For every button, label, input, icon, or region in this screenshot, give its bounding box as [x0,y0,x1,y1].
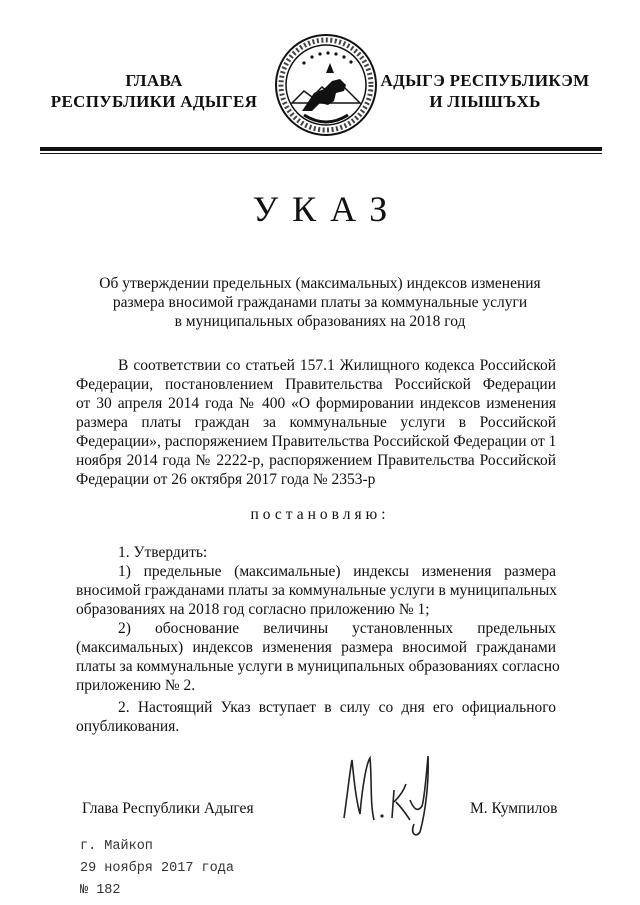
item-line: (максимальных) индексов изменения размера вносимой гражданами [76,639,556,656]
document-number: № 182 [80,883,121,898]
subject-line: в муниципальных образованиях на 2018 год [174,313,466,330]
item-line: вносимой гражданами платы за коммунальные услуги в муниципальных [76,582,558,599]
header-rule-thick [40,147,602,151]
header-left-line1: ГЛАВА [125,71,183,90]
preamble-paragraph [76,356,556,489]
header-left-line2: РЕСПУБЛИКИ АДЫГЕЯ [50,92,258,111]
document-title: УКАЗ [252,189,402,229]
header-left [44,70,264,112]
preamble-line: В соответствии со статьей 157.1 Жилищного кодекса Российской [118,357,556,374]
decree-items [76,543,560,695]
preamble-line: от 30 апреля 2014 года № 400 «О формировании индексов изменения [76,395,556,412]
header-right-line1: АДЫГЭ РЕСПУБЛИКЭМ [380,71,590,90]
issue-date: 29 ноября 2017 года [80,861,234,876]
item-line: платы за коммунальные услуги в муниципальных образованиях согласно [76,658,560,675]
item-line: 2) обоснование величины установленных предельных [118,620,556,637]
handwritten-signature [330,740,460,840]
header-right-line2: И ЛІЫШЪХЬ [429,92,541,111]
item-line: приложению № 2. [76,677,196,694]
preamble-line: Федерации, постановлением Правительства Российской Федерации [76,376,556,393]
header-rule-thin [40,153,602,154]
document-subject [80,274,560,331]
decree-word: постановляю: [250,506,390,523]
subject-line: Об утверждении предельных (максимальных) индексов изменения [99,275,541,292]
final-paragraph [76,698,556,736]
item-line: 1. Утвердить: [118,544,208,561]
header-right [380,70,590,112]
preamble-line: ноября 2014 года № 2222-р, распоряжением Правительства Российской [76,452,556,469]
preamble-line: Федерации от 26 октября 2017 года № 2353-р [76,471,376,488]
subject-line: размера вносимой гражданами платы за коммунальные услуги [112,294,528,311]
item-line: 1) предельные (максимальные) индексы изменения размера [118,563,556,580]
issue-place: г. Майкоп [80,839,153,854]
preamble-line: Федерации», распоряжением Правительства Российской Федерации от 1 [76,433,557,450]
final-line: 2. Настоящий Указ вступает в силу со дня его официального [118,699,556,716]
signatory-position: Глава Республики Адыгея [82,800,254,817]
final-line: опубликования. [76,718,180,735]
item-line: образованиях на 2018 год согласно приложению № 1; [76,601,430,618]
signatory-name: М. Кумпилов [470,800,558,817]
preamble-line: размера платы граждан за коммунальные услуги в Российской [76,414,556,431]
adygea-coat-of-arms-icon [274,33,378,137]
